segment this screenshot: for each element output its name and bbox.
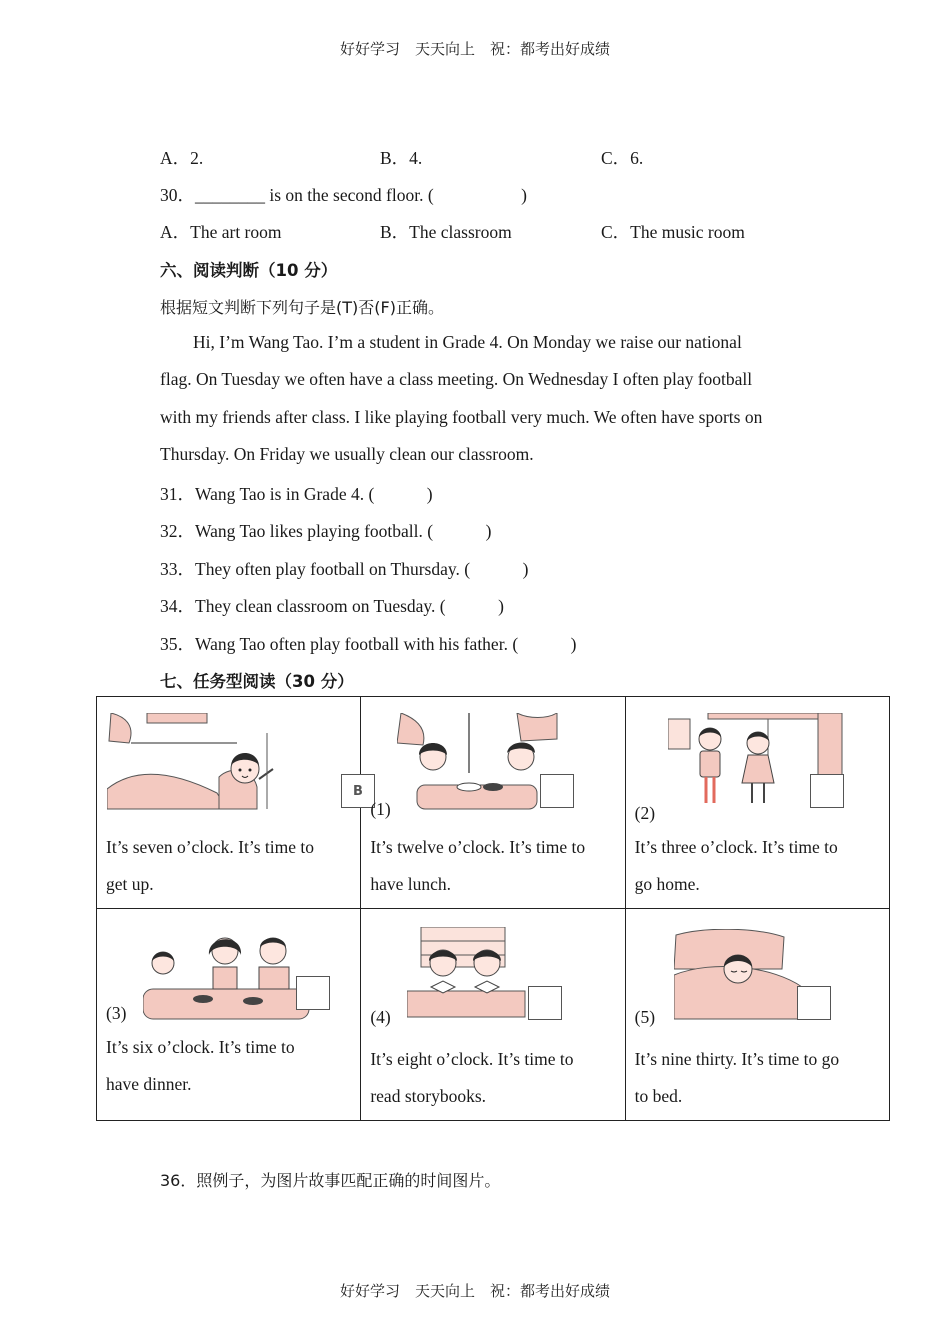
picture-story-table	[96, 696, 890, 1121]
question-34: 34．They clean classroom on Tuesday. ( )	[160, 596, 504, 616]
cell-number: (5)	[634, 1007, 656, 1027]
cell-text-line1: It’s nine thirty. It’s time to go	[634, 1049, 840, 1069]
story-cell	[361, 909, 625, 1121]
q30-option-c: C．The music room	[601, 222, 745, 242]
section6-instruction: 根据短文判断下列句子是(T)否(F)正确。	[160, 298, 444, 317]
cell-number: (3)	[106, 1003, 127, 1023]
answer-box	[810, 774, 844, 808]
section6-title: 六、阅读判断（10 分）	[160, 261, 338, 280]
cell-text-line1: It’s eight o’clock. It’s time to	[370, 1049, 574, 1069]
answer-box: B	[341, 774, 375, 808]
section7-title: 七、任务型阅读（30 分）	[160, 672, 354, 691]
cell-text-line2: have dinner.	[106, 1074, 192, 1094]
page-header: 好好学习 天天向上 祝：都考出好成绩	[339, 40, 610, 58]
boy-waking-up-picture	[107, 713, 283, 813]
q30-stem: 30．________ is on the second floor. ( )	[160, 185, 527, 205]
q29-option-a: A．2.	[160, 148, 204, 168]
question-31: 31．Wang Tao is in Grade 4. ( )	[160, 484, 433, 504]
family-dinner-picture	[143, 929, 313, 1021]
q30-option-b: B．The classroom	[380, 222, 512, 242]
cell-text-line2: go home.	[634, 874, 700, 894]
question-32: 32．Wang Tao likes playing football. ( )	[160, 521, 492, 541]
cell-text-line1: It’s seven o’clock. It’s time to	[106, 837, 315, 857]
answer-box	[540, 774, 574, 808]
cell-number: (2)	[634, 803, 656, 823]
q29-option-c: C．6.	[601, 148, 644, 168]
answer-box	[296, 976, 330, 1010]
kids-reading-picture	[407, 927, 529, 1021]
q29-option-b: B．4.	[380, 148, 423, 168]
passage-line: Hi, I’m Wang Tao. I’m a student in Grade 4. On Monday we raise our national	[193, 332, 742, 352]
question-33: 33．They often play football on Thursday. ( )	[160, 559, 529, 579]
cell-text-line2: read storybooks.	[370, 1086, 487, 1106]
story-cell	[625, 909, 889, 1121]
cell-number: (4)	[370, 1007, 391, 1027]
cell-text-line2: to bed.	[634, 1086, 683, 1106]
boy-sleeping-picture	[674, 929, 804, 1021]
cell-text-line2: get up.	[106, 874, 154, 894]
story-cell	[361, 697, 625, 909]
story-cell	[97, 909, 361, 1121]
question-35: 35．Wang Tao often play football with his father. ( )	[160, 634, 577, 654]
cell-text-line1: It’s twelve o’clock. It’s time to	[370, 837, 586, 857]
cell-number: (1)	[370, 799, 391, 819]
passage-line: Thursday. On Friday we usually clean our classroom.	[160, 444, 534, 464]
story-cell	[625, 697, 889, 909]
q30-option-a: A．The art room	[160, 222, 282, 242]
passage-line: flag. On Tuesday we often have a class meeting. On Wednesday I often play football	[160, 369, 753, 389]
question-36: 36．照例子，为图片故事匹配正确的时间图片。	[160, 1171, 501, 1190]
answer-box	[528, 986, 562, 1020]
story-cell	[97, 697, 361, 909]
passage-line: with my friends after class. I like playing football very much. We often have sports on	[160, 407, 763, 427]
answer-box	[797, 986, 831, 1020]
cell-text-line2: have lunch.	[370, 874, 451, 894]
cell-text-line1: It’s three o’clock. It’s time to	[634, 837, 838, 857]
page-footer: 好好学习 天天向上 祝：都考出好成绩	[339, 1282, 610, 1300]
cell-text-line1: It’s six o’clock. It’s time to	[106, 1037, 295, 1057]
